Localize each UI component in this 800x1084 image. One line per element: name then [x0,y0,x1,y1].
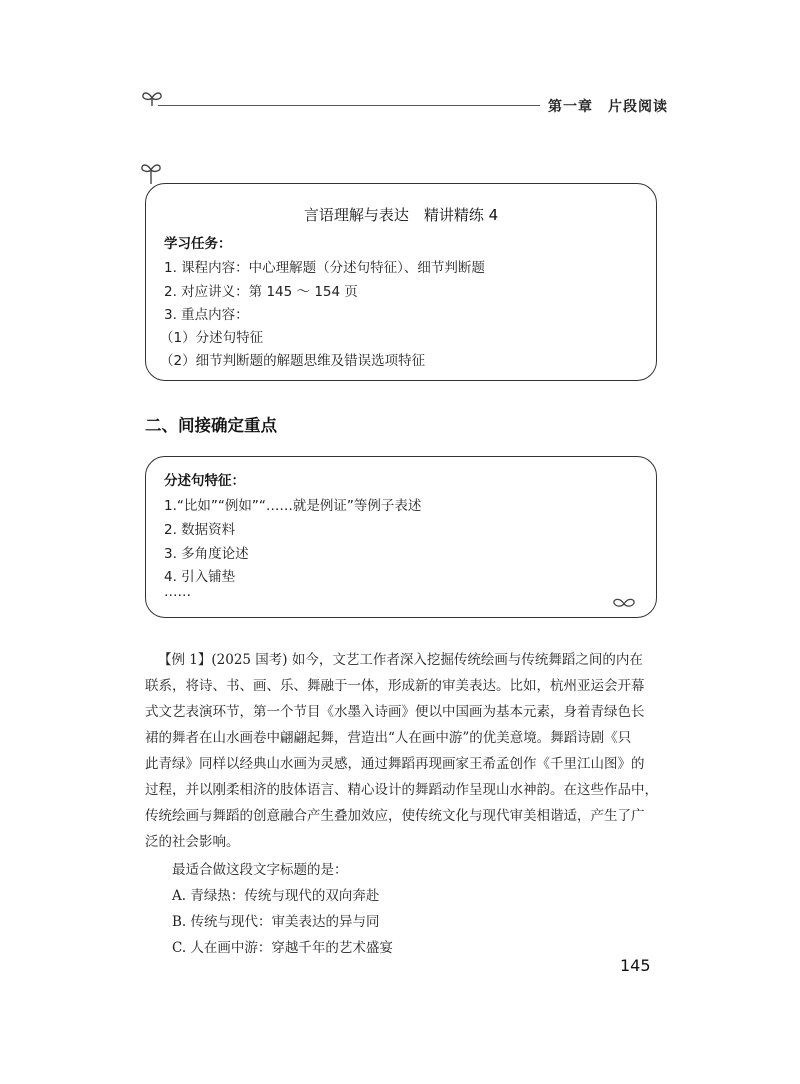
chapter-title: 第一章 片段阅读 [548,99,668,115]
feature-item: 1.“比如”“例如”“……就是例证”等例子表述 [164,498,422,514]
section-heading: 二、间接确定重点 [145,416,277,435]
feature-item: …… [164,584,191,600]
feature-item: 4. 引入铺垫 [164,569,236,585]
example-line: 联系，将诗、书、画、乐、舞融于一体，形成新的审美表达。比如，杭州亚运会开幕 [145,678,645,694]
header-rule [158,105,540,106]
option-b: B. 传统与现代：审美表达的异与同 [172,914,380,930]
leaf-icon [612,597,636,611]
feature-item: 2. 数据资料 [164,522,236,538]
feature-box-title: 分述句特征： [164,473,245,489]
sprout-icon [139,160,163,184]
task-line: 1. 课程内容：中心理解题（分述句特征）、细节判断题 [164,260,485,276]
example-line: 此青绿》同样以经典山水画为灵感，通过舞蹈再现画家王希孟创作《千里江山图》的 [145,756,645,772]
option-a: A. 青绿热：传统与现代的双向奔赴 [172,888,380,904]
example-line: 裙的舞者在山水画卷中翩翩起舞，营造出“人在画中游”的优美意境。舞蹈诗剧《只 [145,730,632,746]
task-line: 3. 重点内容： [164,307,249,323]
page-number: 145 [620,956,651,975]
example-line: 泛的社会影响。 [145,834,240,850]
question-stem: 最适合做这段文字标题的是： [172,862,348,878]
task-line: （2）细节判断题的解题思维及错误选项特征 [160,353,426,369]
feature-box [145,456,657,618]
task-box-subtitle: 学习任务： [164,236,232,252]
learning-task-box [145,183,657,381]
option-c: C. 人在画中游：穿越千年的艺术盛宴 [172,940,393,956]
example-line: 传统绘画与舞蹈的创意融合产生叠加效应，使传统文化与现代审美相谐适，产生了广 [145,808,645,824]
feature-item: 3. 多角度论述 [164,546,249,562]
example-line: 式文艺表演环节，第一个节目《水墨入诗画》便以中国画为基本元素，身着青绿色长 [145,704,645,720]
example-line: 过程，并以刚柔相济的肢体语言、精心设计的舞蹈动作呈现山水神韵。在这些作品中， [145,782,658,798]
task-line: 2. 对应讲义：第 145 ～ 154 页 [164,284,358,300]
task-box-title: 言语理解与表达 精讲精练 4 [303,206,499,224]
task-line: （1）分述句特征 [160,330,264,346]
example-line: 【例 1】(2025 国考) 如今，文艺工作者深入挖掘传统绘画与传统舞蹈之间的内在 [158,652,643,668]
